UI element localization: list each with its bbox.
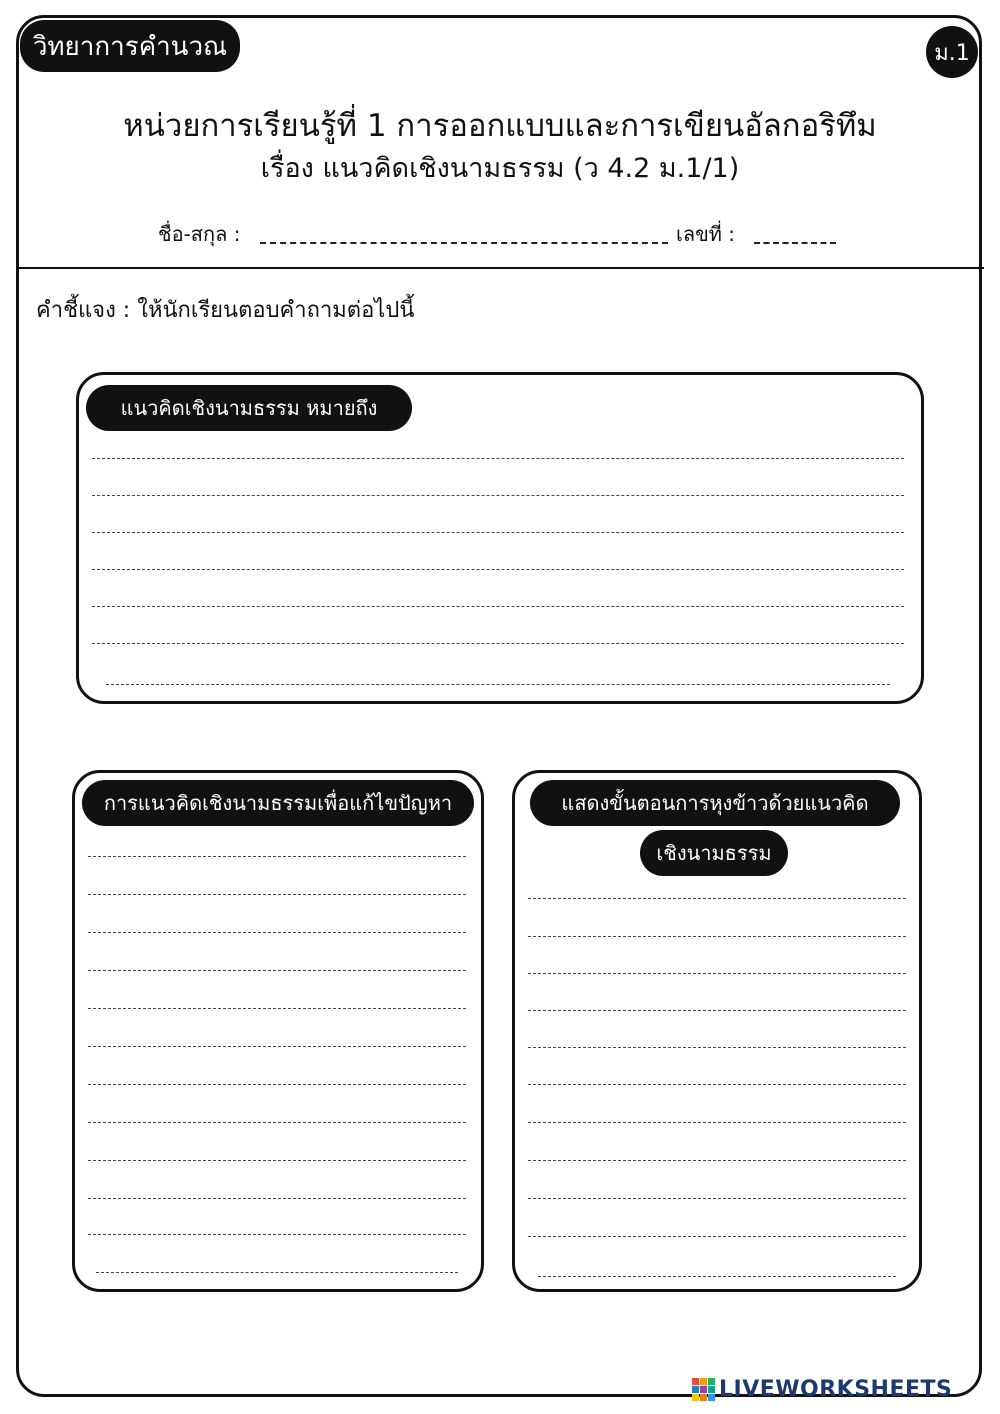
rice-steps-subtitle: เชิงนามธรรม bbox=[640, 830, 788, 876]
topic-title: เรื่อง แนวคิดเชิงนามธรรม (ว 4.2 ม.1/1) bbox=[260, 153, 740, 184]
definition-answer-lines[interactable] bbox=[92, 455, 904, 695]
answer-line[interactable] bbox=[88, 856, 466, 857]
answer-line[interactable] bbox=[528, 1160, 906, 1161]
unit-title: หน่วยการเรียนรู้ที่ 1 การออกแบบและการเขียนอัลกอริทึม bbox=[123, 108, 877, 144]
grade-badge: ม.1 bbox=[926, 26, 978, 78]
answer-line[interactable] bbox=[92, 569, 904, 570]
answer-line[interactable] bbox=[88, 1234, 466, 1235]
answer-line[interactable] bbox=[88, 1122, 466, 1123]
answer-line[interactable] bbox=[528, 936, 906, 937]
answer-line[interactable] bbox=[538, 1276, 896, 1277]
number-label: เลขที่ : bbox=[676, 222, 736, 246]
logo-cell bbox=[708, 1386, 715, 1393]
answer-line[interactable] bbox=[88, 1198, 466, 1199]
answer-line[interactable] bbox=[92, 606, 904, 607]
name-field[interactable] bbox=[260, 242, 668, 244]
answer-line[interactable] bbox=[88, 894, 466, 895]
answer-line[interactable] bbox=[92, 458, 904, 459]
number-field[interactable] bbox=[754, 242, 836, 244]
answer-line[interactable] bbox=[88, 1008, 466, 1009]
answer-line[interactable] bbox=[528, 1084, 906, 1085]
answer-line[interactable] bbox=[88, 1046, 466, 1047]
header-divider bbox=[16, 267, 984, 269]
answer-line[interactable] bbox=[106, 684, 890, 685]
logo-cell bbox=[700, 1386, 707, 1393]
answer-line[interactable] bbox=[92, 532, 904, 533]
answer-line[interactable] bbox=[528, 1198, 906, 1199]
problem-solving-title: การแนวคิดเชิงนามธรรมเพื่อแก้ไขปัญหา bbox=[82, 780, 474, 826]
answer-line[interactable] bbox=[92, 495, 904, 496]
logo-cell bbox=[708, 1378, 715, 1385]
answer-line[interactable] bbox=[528, 1236, 906, 1237]
subject-badge: วิทยาการคำนวณ bbox=[20, 20, 240, 72]
answer-line[interactable] bbox=[528, 1047, 906, 1048]
logo-cell bbox=[692, 1386, 699, 1393]
logo-text: LIVEWORKSHEETS bbox=[719, 1376, 953, 1402]
answer-line[interactable] bbox=[88, 1084, 466, 1085]
answer-line[interactable] bbox=[528, 973, 906, 974]
name-label: ชื่อ-สกุล : bbox=[158, 222, 241, 246]
logo-cell bbox=[700, 1378, 707, 1385]
answer-line[interactable] bbox=[88, 1160, 466, 1161]
answer-line[interactable] bbox=[528, 898, 906, 899]
answer-line[interactable] bbox=[528, 1010, 906, 1011]
answer-line[interactable] bbox=[88, 970, 466, 971]
instruction-text: คำชี้แจง : ให้นักเรียนตอบคำถามต่อไปนี้ bbox=[36, 298, 415, 323]
logo-cell bbox=[708, 1394, 715, 1401]
answer-line[interactable] bbox=[88, 932, 466, 933]
rice-steps-title: แสดงขั้นตอนการหุงข้าวด้วยแนวคิด bbox=[530, 780, 900, 826]
answer-line[interactable] bbox=[528, 1122, 906, 1123]
logo-cell bbox=[692, 1378, 699, 1385]
definition-title: แนวคิดเชิงนามธรรม หมายถึง bbox=[86, 385, 412, 431]
answer-line[interactable] bbox=[92, 643, 904, 644]
liveworksheets-logo bbox=[692, 1376, 952, 1402]
answer-line[interactable] bbox=[96, 1272, 458, 1273]
rice-steps-answer-lines[interactable] bbox=[528, 894, 906, 1284]
logo-grid-icon bbox=[692, 1378, 715, 1401]
problem-solving-answer-lines[interactable] bbox=[88, 852, 466, 1282]
logo-cell bbox=[700, 1394, 707, 1401]
logo-cell bbox=[692, 1394, 699, 1401]
